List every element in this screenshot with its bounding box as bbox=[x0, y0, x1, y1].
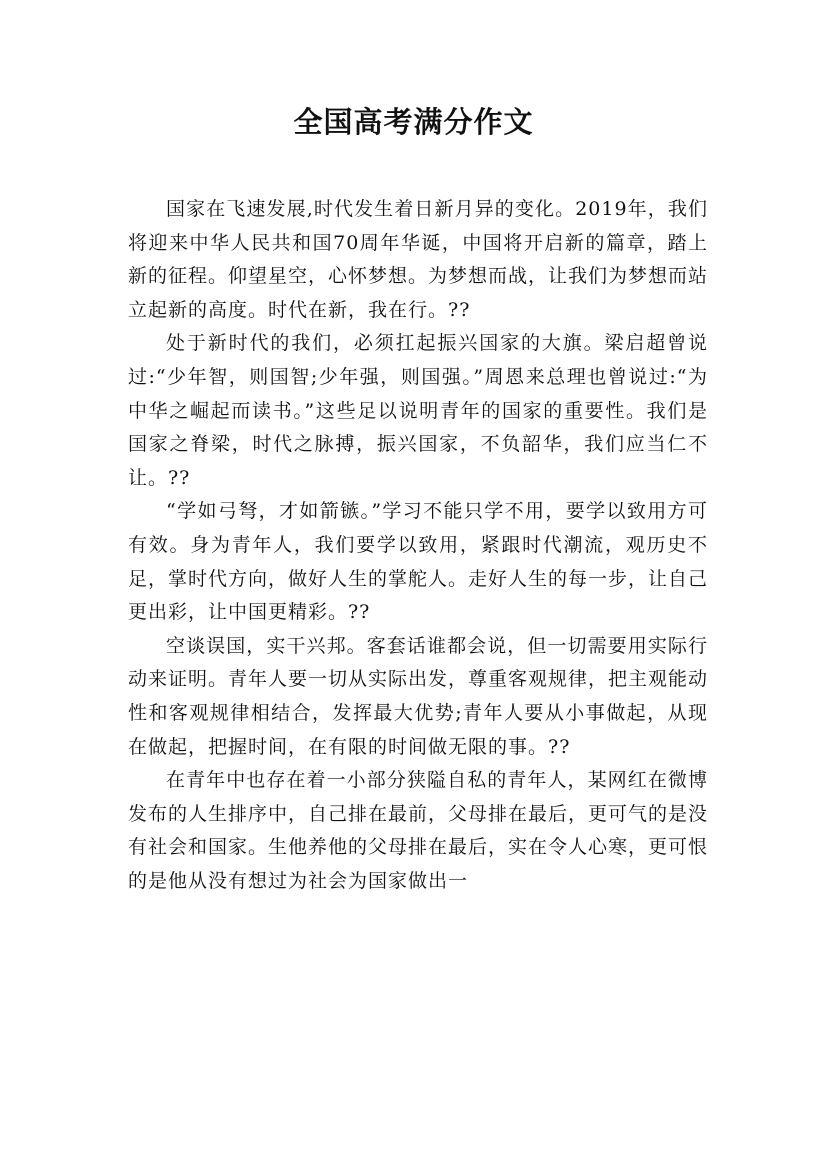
paragraph-3: “学如弓弩，才如箭镞。”学习不能只学不用，要学以致用方可有效。身为青年人，我们要学以致用，紧跟时代潮流，观历史不足，掌时代方向，做好人生的掌舵人。走好人生的每一步，让自己更出彩，让中国更精彩。?? bbox=[128, 500, 709, 624]
paragraph-1: 国家在飞速发展,时代发生着日新月异的变化。2019年，我们将迎来中华人民共和国70周年华诞，中国将开启新的篇章，踏上新的征程。仰望星空，心怀梦想。为梦想而战，让我们为梦想而站立起新的高度。时代在新，我在行。?? bbox=[128, 198, 709, 321]
document-title: 全国高考满分作文 bbox=[293, 105, 534, 139]
paragraph-2: 处于新时代的我们，必须扛起振兴国家的大旗。梁启超曾说过:“少年智，则国智;少年强，则国强。”周恩来总理也曾说过:“为中华之崛起而读书。”这些足以说明青年的国家的重要性。我们是国家之脊梁，时代之脉搏，振兴国家，不负韶华，我们应当仁不让。?? bbox=[128, 332, 708, 489]
document-body bbox=[128, 193, 708, 898]
paragraph-4: 空谈误国，实干兴邦。客套话谁都会说，但一切需要用实际行动来证明。青年人要一切从实际出发，尊重客观规律，把主观能动性和客观规律相结合，发挥最大优势;青年人要从小事做起，从现在做起，把握时间，在有限的时间做无限的事。?? bbox=[128, 634, 709, 758]
paragraph-5: 在青年中也存在着一小部分狭隘自私的青年人，某网红在微博发布的人生排序中，自己排在最前，父母排在最后，更可气的是没有社会和国家。生他养他的父母排在最后，实在令人心寒，更可恨的是他从没有想过为社会为国家做出一 bbox=[128, 769, 709, 892]
